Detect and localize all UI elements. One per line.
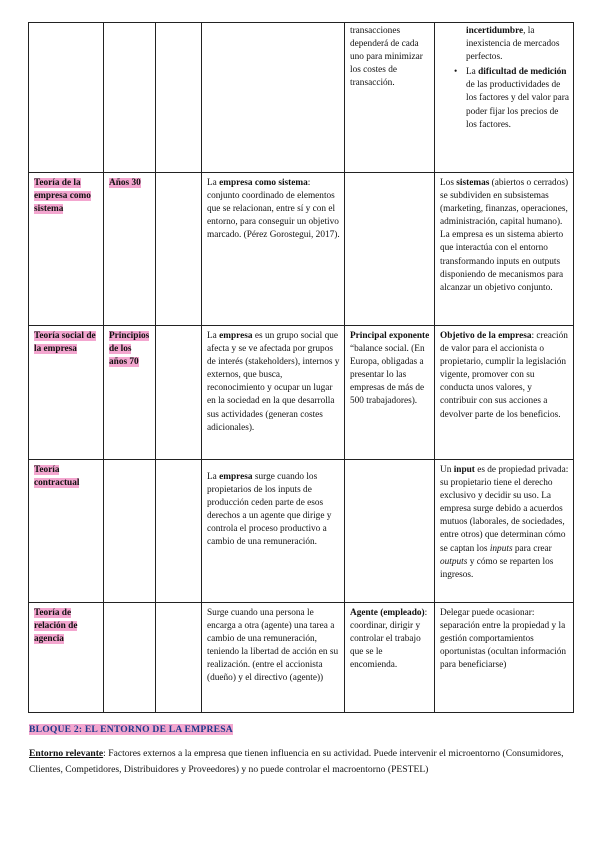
notes-text: Delegar puede ocasionar: separación entre la propiedad y la gestión comportamientos oportunistas (ocultan información para beneficiarse): [440, 608, 566, 671]
theory-cell: [29, 460, 104, 603]
table-row: [29, 603, 574, 713]
notes-bold: incertidumbre: [466, 26, 524, 36]
notes-text: para crear: [512, 543, 552, 554]
theory-cell: [29, 173, 104, 326]
empty-cell: [156, 460, 202, 603]
notes-text: La: [466, 67, 479, 78]
definition-text: surge cuando los propietarios de los inputs de producción ceden parte de esos derechos a un agente que dirige y controla el proceso productivo a cambio de una remuneración.: [207, 472, 332, 548]
years-cell: [104, 460, 156, 603]
section-title: BLOQUE 2: EL ENTORNO DE LA EMPRESA: [29, 724, 233, 735]
notes-bold: dificultad de medición: [478, 67, 567, 78]
extra-bold: Principal exponente: [350, 331, 430, 341]
definition-cell: [202, 173, 345, 326]
years-cell: [104, 326, 156, 460]
extra-cell: [345, 460, 435, 603]
notes-italic: inputs: [489, 543, 513, 554]
extra-bold: Agente (empleado): [350, 608, 425, 618]
theory-label: Teoría de la empresa como sistema: [34, 178, 91, 215]
paragraph: [29, 746, 574, 778]
theory-label: Teoría de relación de agencia: [34, 608, 78, 645]
definition-cell: [202, 326, 345, 460]
extra-text: transacciones dependerá de cada uno para minimizar los costes de transacción.: [350, 26, 423, 89]
empty-cell: [156, 326, 202, 460]
table-row: [29, 173, 574, 326]
list-item: [440, 66, 569, 131]
definition-cell: [202, 460, 345, 603]
theories-table: [28, 22, 574, 713]
table-row: [29, 460, 574, 603]
extra-text: : coordinar, dirigir y controlar el trabajo que se le encomienda.: [350, 608, 428, 671]
theory-cell: [29, 603, 104, 713]
notes-italic: outputs: [440, 556, 468, 567]
notes-cell: [435, 173, 574, 326]
notes-text: es de propiedad privada: su propietario tiene el derecho exclusivo y decidir su uso. La empresa surge debido a acuerdos mutuos (laborales, de sociedades, entre otros) que determinan cómo se captan los: [440, 465, 569, 554]
notes-cell: [435, 23, 574, 173]
notes-cell: [435, 603, 574, 713]
notes-text: Un: [440, 465, 454, 475]
definition-text: La: [207, 331, 220, 341]
table-row: [29, 326, 574, 460]
table-row: [29, 23, 574, 173]
years-label: Principios de los años 70: [109, 331, 150, 368]
years-cell: [104, 603, 156, 713]
empty-cell: [156, 173, 202, 326]
years-cell: [104, 173, 156, 326]
notes-text: (abiertos o cerrados) se subdividen en subsistemas (marketing, finanzas, operaciones, administración, capital humano). La empresa es un sistema abierto que interactúa con el entorno transformando inputs en outputs disponiendo de mecanismos para alcanzar un objetivo conjunto.: [440, 178, 569, 293]
theory-cell: [29, 23, 104, 173]
years-cell: [104, 23, 156, 173]
definition-text: : conjunto coordinado de elementos que se relacionan, entre sí y con el entorno, para conseguir un objetivo marcado. (Pérez Gorostegui, 2017).: [207, 178, 340, 241]
notes-text: , la inexistencia de mercados perfectos.: [466, 26, 560, 63]
notes-bold: sistemas: [456, 178, 490, 188]
extra-text: “balance social. (En Europa, obligadas a presentar lo las empresas de más de 500 trabajadores).: [350, 344, 425, 407]
notes-text: Los: [440, 178, 457, 188]
definition-bold: empresa: [219, 472, 253, 482]
theory-label: Teoría contractual: [34, 465, 80, 489]
notes-text: y cómo se reparten los ingresos.: [440, 556, 554, 580]
definition-bold: empresa: [219, 331, 253, 341]
theory-label: Teoría social de la empresa: [34, 331, 96, 355]
extra-cell: [345, 23, 435, 173]
definition-bold: empresa como sistema: [219, 178, 308, 188]
list-item: [440, 25, 569, 64]
paragraph-text: : Factores externos a la empresa que tienen influencia en su actividad. Puede intervenir el microentorno (Consumidores, Clientes, Competidores, Distribuidores y Proveedores) y no puede controlar el macroentorno (PESTEL): [29, 748, 564, 775]
extra-cell: [345, 326, 435, 460]
definition-text: Surge cuando una persona le encarga a otra (agente) una tarea a cambio de una remuneración, teniendo la libertad de acción en su realización. (entre el accionista (dueño) y el directivo (agente)): [207, 608, 339, 684]
paragraph-bold: Entorno relevante: [29, 748, 104, 759]
notes-bold: input: [453, 465, 475, 475]
extra-cell: [345, 603, 435, 713]
definition-text: es un grupo social que afecta y se ve afectada por grupos de interés (stakeholders), internos y externos, que busca, reconocimiento y ocupar un lugar en la sociedad en la que desarrolla sus actividades (generan costes adicionales).: [207, 331, 340, 433]
notes-text: de las productividades de los factores y del valor para poder fijar los precios de los factores.: [466, 80, 569, 130]
years-label: Años 30: [109, 178, 141, 188]
empty-cell: [156, 603, 202, 713]
empty-cell: [156, 23, 202, 173]
notes-cell: [435, 460, 574, 603]
notes-cell: [435, 326, 574, 460]
definition-cell: [202, 23, 345, 173]
definition-text: La: [207, 178, 220, 188]
notes-text: : creación de valor para el accionista o propietario, cumplir la legislación vigente, promover con su conducta unos valores, y contribuir con sus acciones a devolver parte de los beneficios.: [440, 331, 568, 420]
theory-cell: [29, 326, 104, 460]
definition-text: La: [207, 472, 220, 482]
notes-bold: Objetivo de la empresa: [440, 331, 532, 341]
extra-cell: [345, 173, 435, 326]
definition-cell: [202, 603, 345, 713]
